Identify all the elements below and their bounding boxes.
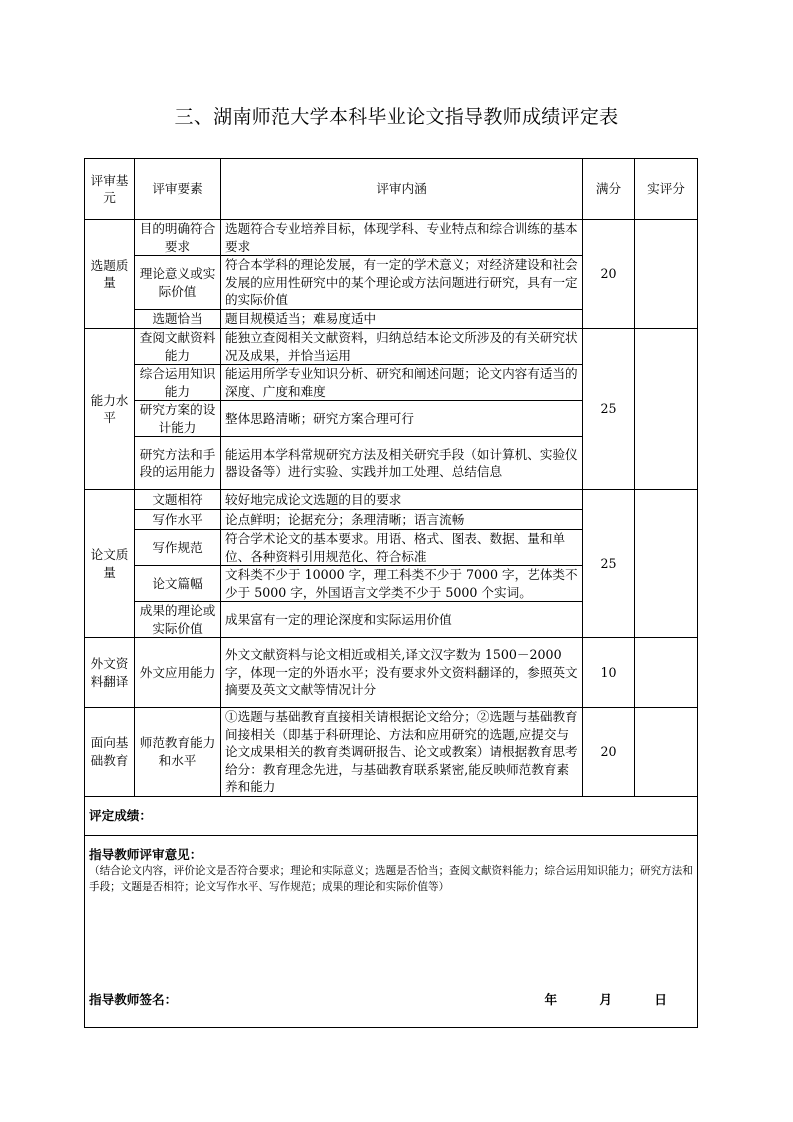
content-cell: 能运用所学专业知识分析、研究和阐述问题；论文内容有适当的深度、广度和难度	[221, 365, 583, 401]
month-label: 月	[599, 992, 613, 1007]
element-cell: 写作水平	[135, 510, 221, 530]
content-cell: 符合学术论文的基本要求。用语、格式、图表、数据、量和单位、各种资料引用规范化、符合标准	[221, 530, 583, 566]
actual-score-cell[interactable]	[635, 490, 698, 638]
table-row	[85, 638, 698, 708]
element-cell: 研究方案的设计能力	[135, 401, 221, 437]
content-cell: 外文文献资料与论文相近或相关,译文汉字数为 1500－2000 字，体现一定的外语水平；没有要求外文资料翻译的，参照英文摘要及英文文献等情况计分	[221, 638, 583, 708]
element-cell: 查阅文献资料能力	[135, 329, 221, 365]
element-cell: 写作规范	[135, 530, 221, 566]
actual-score-cell[interactable]	[635, 638, 698, 708]
content-cell: 成果富有一定的理论深度和实际运用价值	[221, 602, 583, 638]
header-element: 评审要素	[135, 159, 221, 220]
year-label: 年	[544, 992, 558, 1007]
signature-line	[89, 991, 693, 1009]
content-cell: 较好地完成论文选题的目的要求	[221, 490, 583, 510]
header-full-score: 满分	[583, 159, 635, 220]
element-cell: 文题相符	[135, 490, 221, 510]
unit-cell: 能力水平	[85, 329, 135, 490]
element-cell: 理论意义或实际价值	[135, 256, 221, 310]
content-cell: 符合本学科的理论发展，有一定的学术意义；对经济建设和社会发展的应用性研究中的某个理论或方法问题进行研究，具有一定的实际价值	[221, 256, 583, 310]
actual-score-cell[interactable]	[635, 708, 698, 797]
element-cell: 研究方法和手段的运用能力	[135, 437, 221, 490]
content-cell: 文科类不少于 10000 字，理工科类不少于 7000 字，艺体类不少于 5000 字，外国语言文学类不少于 5000 个实词。	[221, 566, 583, 602]
signature-label: 指导教师签名：	[89, 992, 178, 1007]
element-cell: 论文篇幅	[135, 566, 221, 602]
actual-score-cell[interactable]	[635, 329, 698, 490]
header-unit: 评审基元	[85, 159, 135, 220]
table-row	[85, 490, 698, 510]
content-cell: ①选题与基础教育直接相关请根据论文给分；②选题与基础教育间接相关（即基于科研理论、方法和应用研究的选题,应提交与论文成果相关的教育类调研报告、论文或教案）请根据教育思考给分：教育理念先进，与基础教育联系紧密,能反映师范教育素养和能力	[221, 708, 583, 797]
content-cell: 选题符合专业培养目标，体现学科、专业特点和综合训练的基本要求	[221, 220, 583, 256]
content-cell: 论点鲜明；论据充分；条理清晰；语言流畅	[221, 510, 583, 530]
score-label: 评定成绩：	[89, 807, 152, 823]
actual-score-cell[interactable]	[635, 220, 698, 329]
opinion-cell[interactable]	[85, 835, 698, 1027]
day-label: 日	[654, 992, 667, 1007]
full-score-cell: 20	[583, 708, 635, 797]
opinion-hint: （结合论文内容，评价论文是否符合要求；理论和实际意义；选题是否恰当；查阅文献资料能力；综合运用知识能力；研究方法和手段；文题是否相符；论文写作水平、写作规范；成果的理论和实际价值等）	[89, 865, 693, 893]
table-row	[85, 329, 698, 365]
unit-cell: 论文质量	[85, 490, 135, 638]
unit-cell: 选题质量	[85, 220, 135, 329]
element-cell: 综合运用知识能力	[135, 365, 221, 401]
evaluation-table	[84, 158, 698, 1028]
header-actual-score: 实评分	[635, 159, 698, 220]
opinion-row	[85, 835, 698, 1027]
element-cell: 成果的理论或实际价值	[135, 602, 221, 638]
full-score-cell: 25	[583, 329, 635, 490]
content-cell: 整体思路清晰；研究方案合理可行	[221, 401, 583, 437]
unit-cell: 面向基础教育	[85, 708, 135, 797]
element-cell: 外文应用能力	[135, 638, 221, 708]
header-row	[85, 159, 698, 220]
full-score-cell: 10	[583, 638, 635, 708]
element-cell: 师范教育能力和水平	[135, 708, 221, 797]
page-title: 三、湖南师范大学本科毕业论文指导教师成绩评定表	[174, 106, 619, 128]
content-cell: 题目规模适当；难易度适中	[221, 310, 583, 329]
score-row	[85, 796, 698, 835]
element-cell: 选题恰当	[135, 310, 221, 329]
score-cell[interactable]	[85, 796, 698, 835]
table-row	[85, 220, 698, 256]
date-fields	[506, 991, 667, 1009]
content-cell: 能运用本学科常规研究方法及相关研究手段（如计算机、实验仪器设备等）进行实验、实践并加工处理、总结信息	[221, 437, 583, 490]
opinion-label: 指导教师评审意见：	[89, 846, 203, 862]
header-content: 评审内涵	[221, 159, 583, 220]
table-row	[85, 708, 698, 797]
full-score-cell: 20	[583, 220, 635, 329]
content-cell: 能独立查阅相关文献资料，归纳总结本论文所涉及的有关研究状况及成果，并恰当运用	[221, 329, 583, 365]
unit-cell: 外文资料翻译	[85, 638, 135, 708]
full-score-cell: 25	[583, 490, 635, 638]
element-cell: 目的明确符合要求	[135, 220, 221, 256]
